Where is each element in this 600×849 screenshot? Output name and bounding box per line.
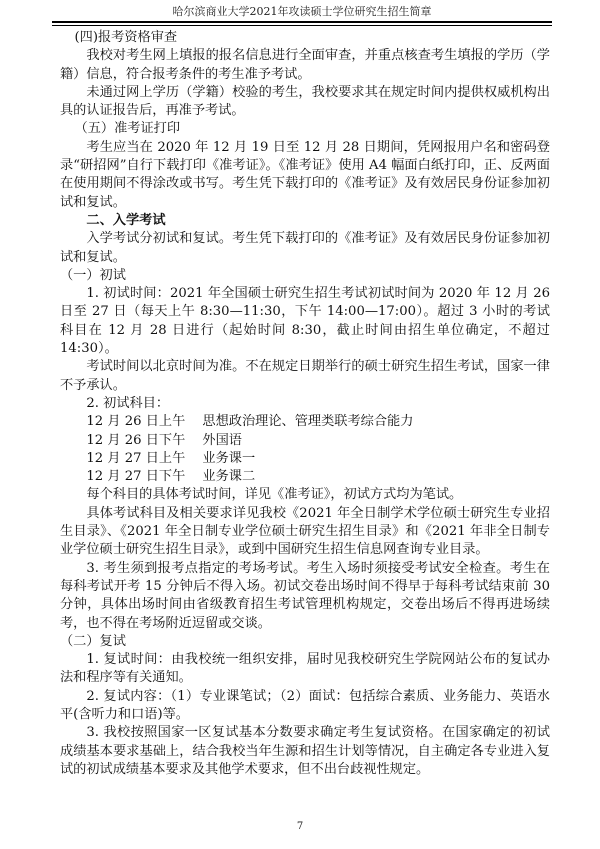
- section-heading-qualification: (四)报考资格审查: [74, 30, 178, 45]
- schedule-subject: 外国语: [202, 432, 242, 448]
- schedule-row: [60, 413, 550, 431]
- section-heading-reexam: （二）复试: [60, 633, 126, 649]
- paragraph: 3. 考生须到报考点指定的考场考试。考生入场时须接受考试安全检查。考生在每科考试开考 15 分钟后不得入场。初试交卷出场时间不得早于每科考试结束前 30 分钟，具体出场时间由省级教育招生考试管理机构规定，交卷出场后不得再进场续考，也不得在考场附近逗留或交谈。: [60, 560, 550, 631]
- schedule-row: [60, 432, 550, 450]
- paragraph: 1. 初试时间：2021 年全国硕士研究生招生考试初试时间为 2020 年 12 月 26 日至 27 日（每天上午 8:30—11:30，下午 14:00—17:00）。超过 3 小时的考试科目在 12 月 28 日进行（起始时间 8:30，截止时间由招生单位确定，不超过 14:30）。: [60, 286, 550, 357]
- document-body: [60, 29, 550, 779]
- section-heading-admission-ticket: （五）准考证打印: [74, 121, 181, 137]
- schedule-subject: 思想政治理论、管理类联考综合能力: [202, 414, 414, 430]
- header-rule-thin: [52, 25, 552, 26]
- paragraph: 考试时间以北京时间为准。不在规定日期举行的硕士研究生招生考试，国家一律不予承认。: [60, 359, 550, 393]
- section-heading-preliminary-exam: （一）初试: [60, 267, 126, 283]
- page-header: 哈尔滨商业大学2021年攻读硕士学位研究生招生简章: [172, 5, 432, 18]
- header-rule-thick: [52, 21, 552, 23]
- schedule-row: [60, 468, 550, 486]
- page-number: 7: [296, 821, 304, 832]
- schedule-subject: 业务课二: [202, 469, 256, 485]
- schedule-date: 12 月 27 日上午: [86, 450, 186, 466]
- paragraph: 具体考试科目及相关要求详见我校《2021 年全日制学术学位硕士研究生专业招生目录》、《2021 年全日制专业学位硕士研究生招生目录》和《2021 年非全日制专业学位硕士研究生招生目录》，或到中国研究生招生信息网查询专业目录。: [60, 505, 550, 558]
- paragraph: 我校对考生网上填报的报名信息进行全面审查，并重点核查考生填报的学历（学籍）信息，符合报考条件的考生准予考试。: [60, 48, 550, 82]
- schedule-row: [60, 450, 550, 468]
- paragraph: 2. 初试科目：: [86, 395, 170, 411]
- schedule-date: 12 月 26 日下午: [86, 432, 186, 448]
- paragraph: 1. 复试时间：由我校统一组织安排，届时见我校研究生学院网站公布的复试办法和程序等有关通知。: [60, 652, 550, 686]
- paragraph: 3. 我校按照国家一区复试基本分数要求确定考生复试资格。在国家确定的初试成绩基本要求基础上，结合我校当年生源和招生计划等情况，自主确定各专业进入复试的初试成绩基本要求及其他学术要求，但不出台歧视性规定。: [60, 725, 550, 777]
- schedule-date: 12 月 27 日下午: [86, 469, 186, 485]
- paragraph: 入学考试分初试和复试。考生凭下载打印的《准考证》及有效居民身份证参加初试和复试。: [60, 231, 550, 265]
- schedule-subject: 业务课一: [202, 450, 256, 466]
- exam-schedule: [60, 413, 550, 486]
- section-heading-entrance-exam: 二、入学考试: [86, 212, 166, 228]
- paragraph: 未通过网上学历（学籍）校验的考生，我校要求其在规定时间内提供权威机构出具的认证报告后，再准予考试。: [60, 84, 550, 119]
- paragraph: 考生应当在 2020 年 12 月 19 日至 12 月 28 日期间，凭网报用户名和密码登录“研招网”自行下载打印《准考证》。《准考证》使用 A4 幅面白纸打印，正、反两面在使用期间不得涂改或书写。考生凭下载打印的《准考证》及有效居民身份证参加初试和复试。: [60, 139, 550, 210]
- paragraph: 2. 复试内容：（1）专业课笔试；（2）面试：包括综合素质、业务能力、英语水平(含听力和口语)等。: [60, 688, 550, 722]
- paragraph: 每个科目的具体考试时间，详见《准考证》，初试方式均为笔试。: [86, 487, 463, 503]
- schedule-date: 12 月 26 日上午: [86, 414, 186, 430]
